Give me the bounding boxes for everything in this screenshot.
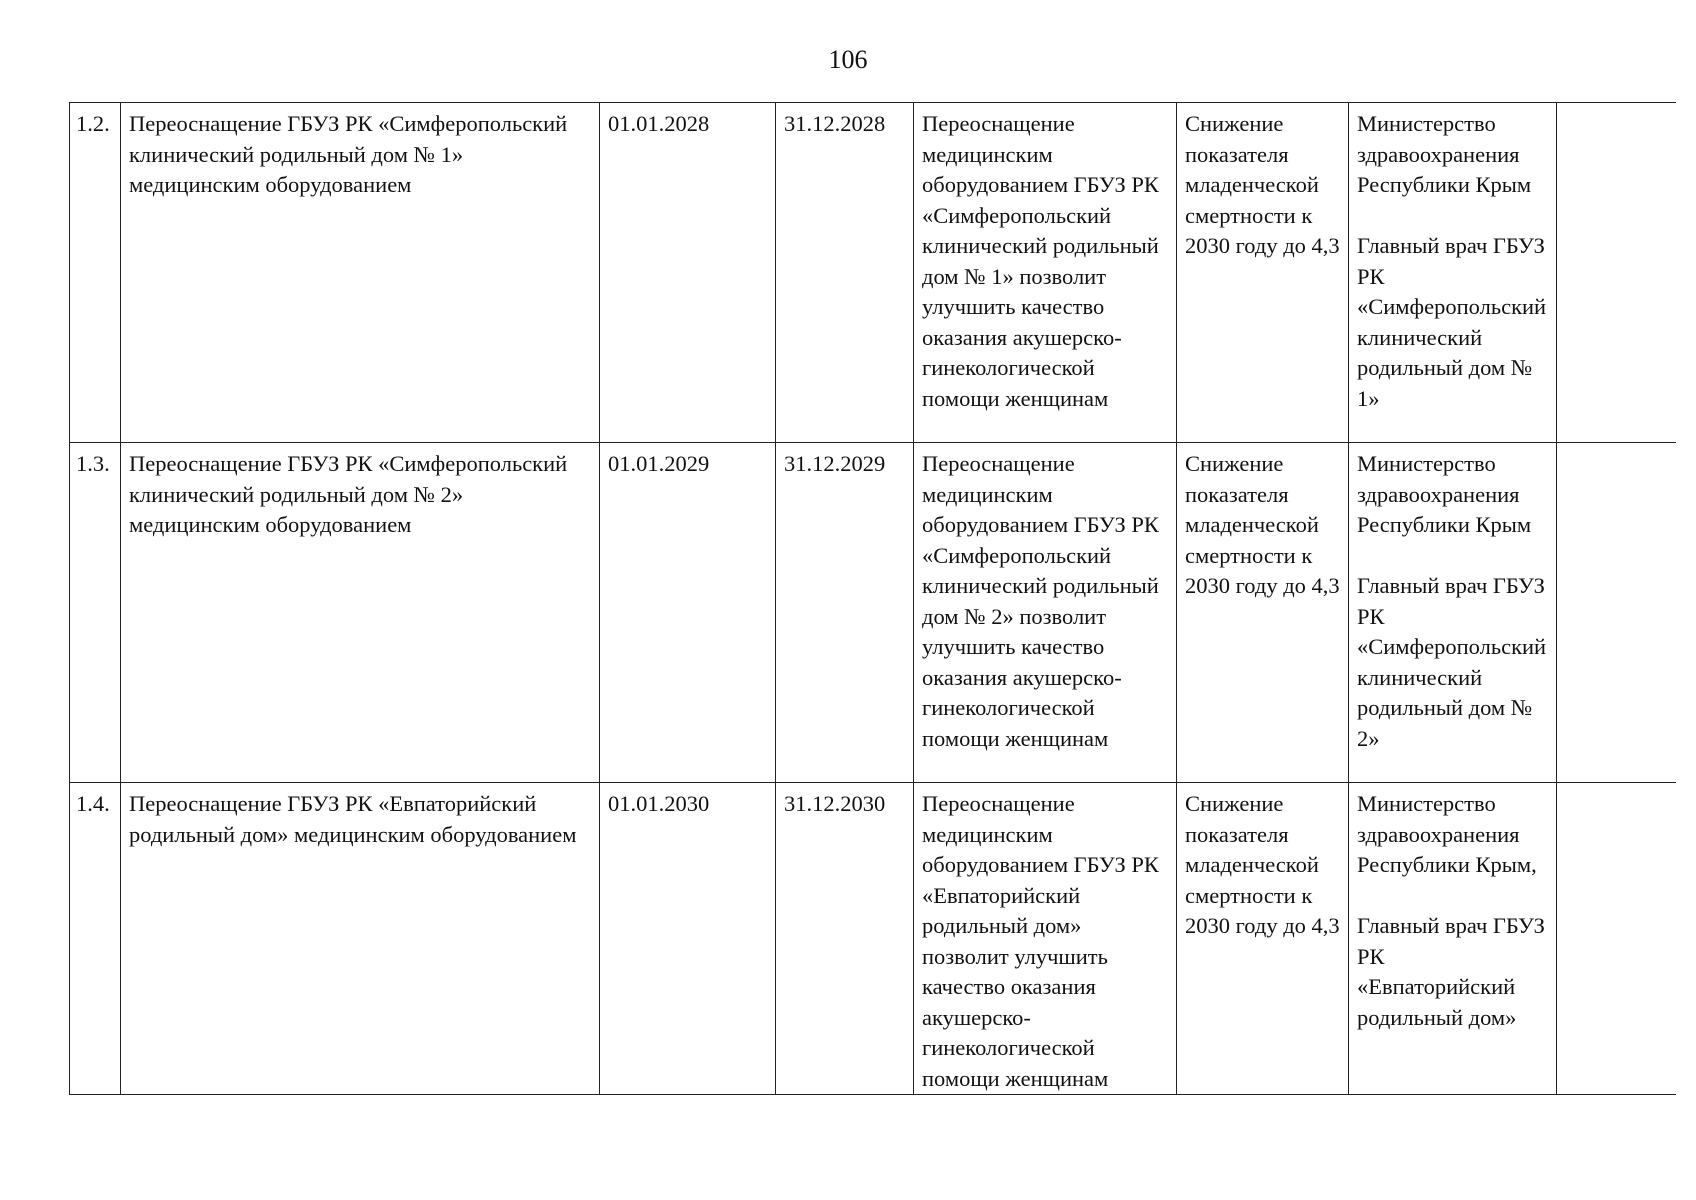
page-number: 106 <box>828 45 868 74</box>
responsible-cell <box>1349 443 1557 783</box>
expected-result: Переоснащение медицинским оборудованием ГБУЗ РК «Симферопольский клинический родильный дом № 1» позволит улучшить качество оказания акушерско-гинекологической помощи женщинам <box>914 103 1177 443</box>
target-indicator: Снижение показателя младенческой смертности к 2030 году до 4,3 <box>1177 103 1349 443</box>
activity-name: Переоснащение ГБУЗ РК «Симферопольский клинический родильный дом № 1» медицинским оборудованием <box>121 103 600 443</box>
start-date: 01.01.2029 <box>600 443 776 783</box>
expected-result: Переоснащение медицинским оборудованием ГБУЗ РК «Симферопольский клинический родильный дом № 2» позволит улучшить качество оказания акушерско-гинекологической помощи женщинам <box>914 443 1177 783</box>
extra-cell <box>1557 103 1676 443</box>
table-row <box>70 443 1676 783</box>
target-indicator: Снижение показателя младенческой смертности к 2030 году до 4,3 <box>1177 443 1349 783</box>
start-date: 01.01.2030 <box>600 783 776 1095</box>
end-date: 31.12.2029 <box>776 443 914 783</box>
activity-name: Переоснащение ГБУЗ РК «Симферопольский клинический родильный дом № 2» медицинским оборудованием <box>121 443 600 783</box>
target-indicator: Снижение показателя младенческой смертности к 2030 году до 4,3 <box>1177 783 1349 1095</box>
responsible-org: Министерство здравоохранения Республики Крым, <box>1357 791 1537 877</box>
table-row <box>70 783 1676 1095</box>
responsible-person: Главный врач ГБУЗ РК «Симферопольский клинический родильный дом № 2» <box>1357 573 1547 751</box>
activities-table <box>69 102 1676 1095</box>
activity-name: Переоснащение ГБУЗ РК «Евпаторийский родильный дом» медицинским оборудованием <box>121 783 600 1095</box>
end-date: 31.12.2028 <box>776 103 914 443</box>
row-number: 1.4. <box>70 783 121 1095</box>
extra-cell <box>1557 783 1676 1095</box>
responsible-org: Министерство здравоохранения Республики Крым <box>1357 111 1532 197</box>
expected-result: Переоснащение медицинским оборудованием ГБУЗ РК «Евпаторийский родильный дом» позволит улучшить качество оказания акушерско-гинекологической помощи женщинам <box>914 783 1177 1095</box>
responsible-person: Главный врач ГБУЗ РК «Симферопольский клинический родильный дом № 1» <box>1357 233 1547 411</box>
responsible-person: Главный врач ГБУЗ РК «Евпаторийский родильный дом» <box>1357 913 1545 1030</box>
extra-cell <box>1557 443 1676 783</box>
responsible-org: Министерство здравоохранения Республики Крым <box>1357 451 1532 537</box>
row-number: 1.3. <box>70 443 121 783</box>
end-date: 31.12.2030 <box>776 783 914 1095</box>
table-row <box>70 103 1676 443</box>
responsible-cell <box>1349 103 1557 443</box>
responsible-cell <box>1349 783 1557 1095</box>
start-date: 01.01.2028 <box>600 103 776 443</box>
row-number: 1.2. <box>70 103 121 443</box>
